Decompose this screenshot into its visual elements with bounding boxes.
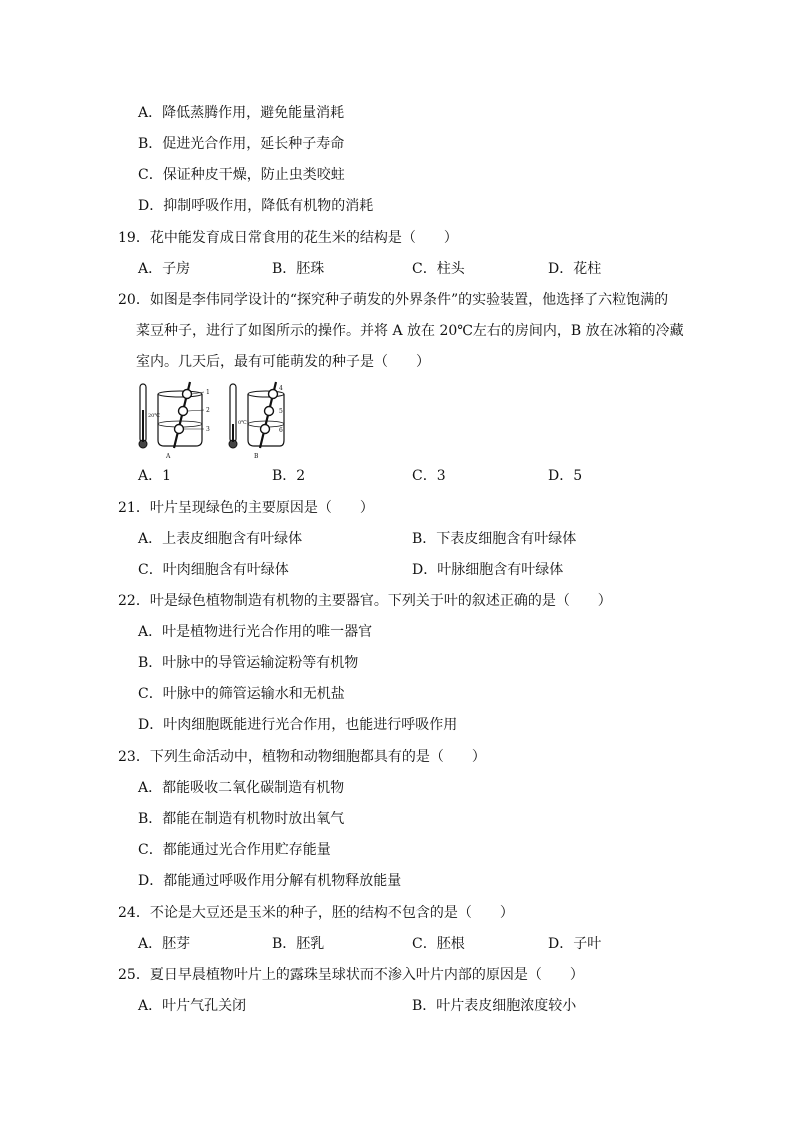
seed-1 xyxy=(183,390,192,399)
apparatus-a-label: A xyxy=(166,453,171,460)
q24-option-d: D．子叶 xyxy=(548,936,602,952)
seed-label-6: 6 xyxy=(279,427,283,434)
q21-option-a: A．上表皮细胞含有叶绿体 xyxy=(138,531,303,547)
q20-option-c: C．3 xyxy=(412,468,446,484)
q21-option-c: C．叶肉细胞含有叶绿体 xyxy=(138,562,289,578)
seed-6 xyxy=(261,425,270,434)
seed-label-3: 3 xyxy=(206,426,210,433)
q19-option-d: D．花柱 xyxy=(548,261,602,277)
q23-stem: 23．下列生命活动中，植物和动物细胞都具有的是（ ） xyxy=(118,749,486,765)
q22-option-b: B．叶脉中的导管运输淀粉等有机物 xyxy=(138,655,359,671)
q18-option-b: B．促进光合作用，延长种子寿命 xyxy=(138,136,345,152)
q21-stem: 21．叶片呈现绿色的主要原因是（ ） xyxy=(118,500,374,516)
q24-option-c: C．胚根 xyxy=(412,936,465,952)
q21-option-d: D．叶脉细胞含有叶绿体 xyxy=(412,562,564,578)
seed-label-1: 1 xyxy=(206,389,210,396)
seed-5 xyxy=(265,407,274,416)
q18-option-c: C．保证种皮干燥，防止虫类咬蛀 xyxy=(138,167,345,183)
q25-option-a: A．叶片气孔关闭 xyxy=(138,998,247,1014)
q22-stem: 22．叶是绿色植物制造有机物的主要器官。下列关于叶的叙述正确的是（ ） xyxy=(118,593,612,609)
q20-stem-line-1: 20．如图是李伟同学设计的“探究种子萌发的外界条件”的实验装置，他选择了六粒饱满的 xyxy=(118,292,669,308)
seed-4 xyxy=(269,390,278,399)
q20-stem-line-3: 室内。几天后，最有可能萌发的种子是（ ） xyxy=(136,354,430,370)
q18-option-d: D．抑制呼吸作用，降低有机物的消耗 xyxy=(138,198,374,214)
q22-option-c: C．叶脉中的筛管运输水和无机盐 xyxy=(138,686,345,702)
q23-option-a: A．都能吸收二氧化碳制造有机物 xyxy=(138,780,345,796)
apparatus-b xyxy=(229,382,284,460)
apparatus-a xyxy=(139,382,210,460)
q18-option-a: A．降低蒸腾作用，避免能量消耗 xyxy=(138,105,345,121)
apparatus-b-label: B xyxy=(254,453,259,460)
q24-option-a: A．胚芽 xyxy=(138,936,191,952)
q24-stem: 24．不论是大豆还是玉米的种子，胚的结构不包含的是（ ） xyxy=(118,905,514,921)
q21-option-b: B．下表皮细胞含有叶绿体 xyxy=(412,531,577,547)
q20-stem-line-2: 菜豆种子，进行了如图所示的操作。并将 A 放在 20℃左右的房间内，B 放在冰箱的冷藏 xyxy=(136,323,684,339)
q23-option-d: D．都能通过呼吸作用分解有机物释放能量 xyxy=(138,873,402,889)
q23-option-c: C．都能通过光合作用贮存能量 xyxy=(138,842,331,858)
q19-option-c: C．柱头 xyxy=(412,261,465,277)
seed-germination-figure xyxy=(136,380,286,460)
q23-option-b: B．都能在制造有机物时放出氧气 xyxy=(138,811,345,827)
q19-stem: 19．花中能发育成日常食用的花生米的结构是（ ） xyxy=(118,230,458,246)
seed-label-2: 2 xyxy=(206,407,210,414)
q24-option-b: B．胚乳 xyxy=(272,936,325,952)
seed-label-5: 5 xyxy=(279,408,283,415)
q19-option-b: B．胚珠 xyxy=(272,261,325,277)
seed-label-4: 4 xyxy=(279,385,283,392)
q20-option-d: D．5 xyxy=(548,468,583,484)
q25-stem: 25．夏日早晨植物叶片上的露珠呈球状而不渗入叶片内部的原因是（ ） xyxy=(118,967,584,983)
q22-option-d: D．叶肉细胞既能进行光合作用，也能进行呼吸作用 xyxy=(138,717,458,733)
seed-3 xyxy=(175,425,184,434)
seed-2 xyxy=(179,407,188,416)
q22-option-a: A．叶是植物进行光合作用的唯一器官 xyxy=(138,624,373,640)
thermometer-b-reading: 0℃ xyxy=(238,420,247,426)
q19-option-a: A．子房 xyxy=(138,261,191,277)
q20-option-a: A．1 xyxy=(138,468,172,484)
thermometer-a-reading: 20℃ xyxy=(148,413,160,419)
q25-option-b: B．叶片表皮细胞浓度较小 xyxy=(412,998,577,1014)
q20-option-b: B．2 xyxy=(272,468,306,484)
